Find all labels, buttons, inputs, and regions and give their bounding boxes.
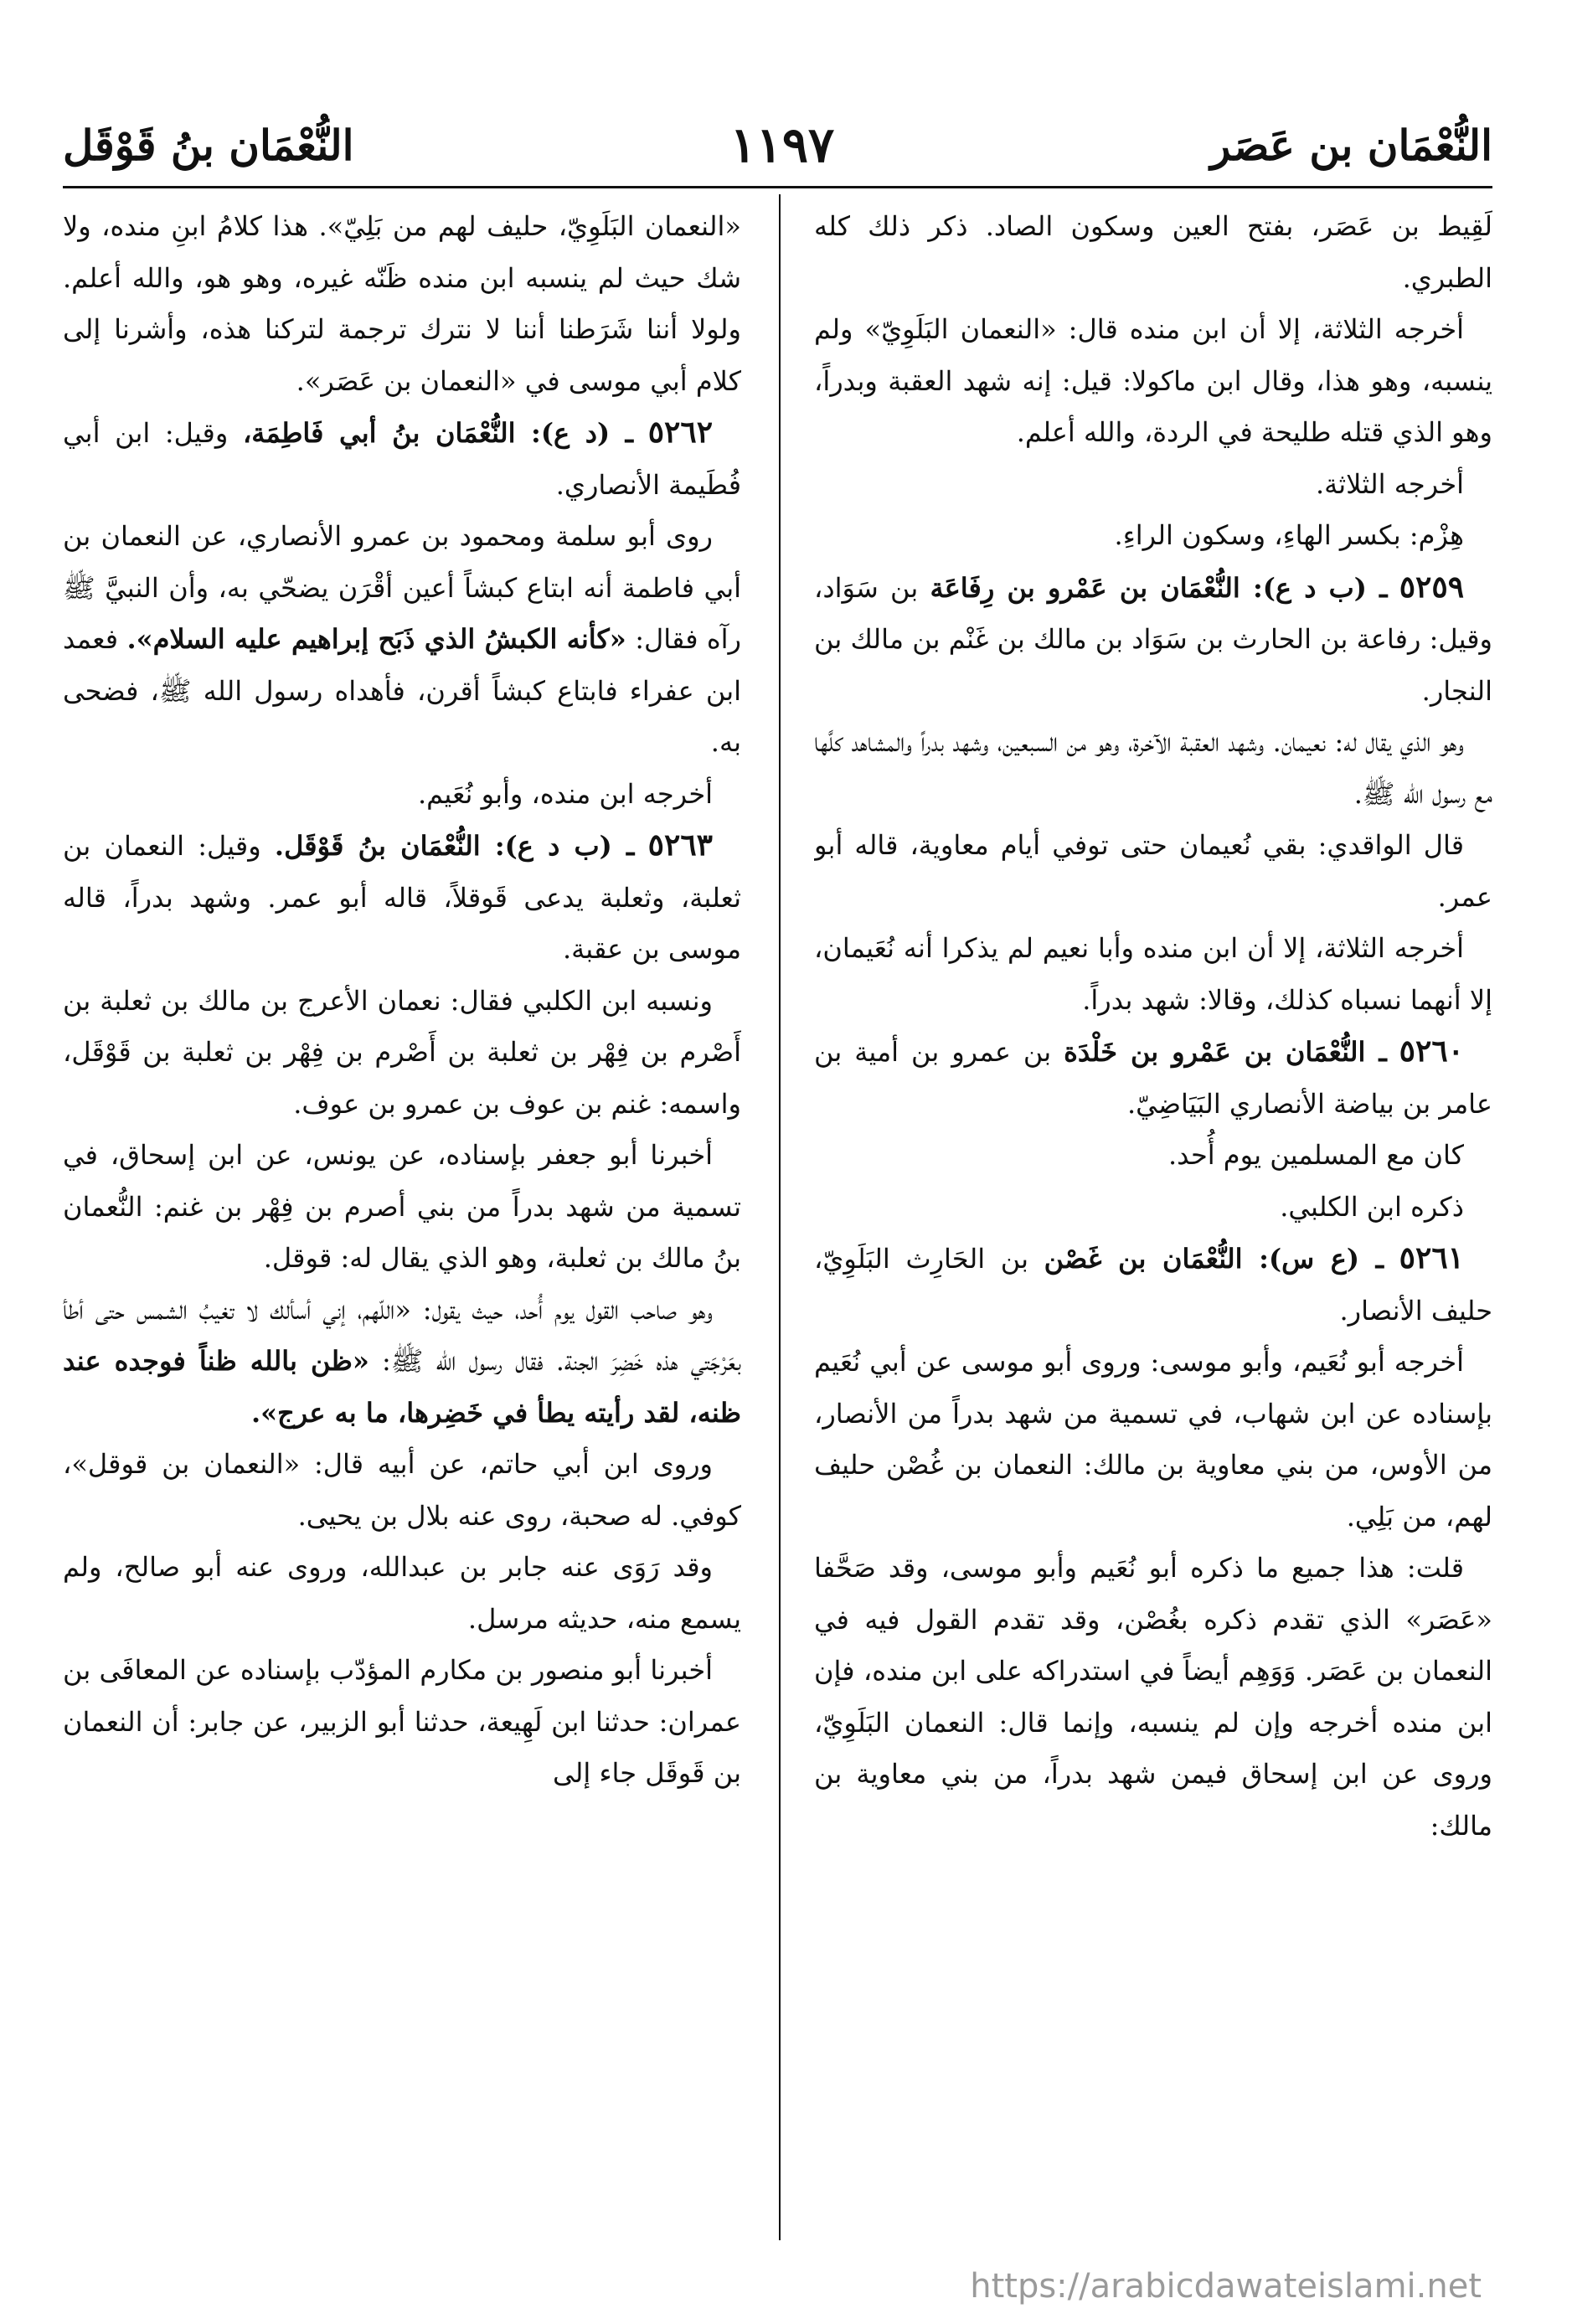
paragraph-text: أخرجه الثلاثة، إلا أن ابن منده قال: «النعمان البَلَوِيّ» ولم ينسبه، وهو هذا، وقال ابن ماكولا: قيل: إنه شهد العقبة وبدراً، وهو الذي قتله طليحة في الردة، والله أعلم. <box>814 313 1492 448</box>
page-header <box>63 107 1492 183</box>
paragraph <box>63 511 741 769</box>
paragraph-text: أخرجه ابن منده، وأبو نُعَيم. <box>417 777 713 810</box>
paragraph-text: أخبرنا أبو جعفر بإسناده، عن يونس، عن ابن إسحاق، في تسمية من شهد بدراً من بني أصرم بن فِهْر بن غنم: النُّعمان بنُ مالك بن ثعلبة، وهو الذي يقال له: قوقل. <box>63 1139 741 1274</box>
entry-number: ٥٢٦٣ <box>647 827 714 863</box>
header-rule <box>63 186 1492 188</box>
paragraph <box>63 1645 741 1800</box>
paragraph <box>814 1182 1492 1234</box>
column-divider <box>779 194 781 2240</box>
entry-heading: ـ النُّعْمَان بن عَمْرو بن خَلْدَة <box>1064 1036 1387 1068</box>
paragraph <box>814 820 1492 923</box>
entry-text: وقيل: النعمان بن ثعلبة، وثعلبة يدعى قَوقلاً، قاله أبو عمر. وشهد بدراً، قاله موسى بن عقبة. <box>63 830 741 965</box>
entry-heading: ـ (ب د ع): النُّعْمَان بن عَمْرو بن رِفَاعَة <box>930 571 1388 604</box>
paragraph <box>63 1439 741 1542</box>
paragraph <box>814 459 1492 511</box>
entry-number: ٥٢٦٢ <box>647 415 714 450</box>
biography-entry <box>814 1233 1492 1337</box>
paragraph-text: قلت: هذا جميع ما ذكره أبو نُعَيم وأبو موسى، وقد صَحَّفا «عَصَر» الذي تقدم ذكره بغُصْن، وقد تقدم القول فيه في النعمان بن عَصَر. وَوَهِم أيضاً في استدراكه على ابن منده، فإن ابن منده أخرجه وإن لم ينسبه، وإنما قال: النعمان البَلَوِيّ، وروى عن ابن إسحاق فيمن شهد بدراً، من بني معاوية بن مالك: <box>814 1552 1492 1842</box>
entry-text: بن سَوَاد، وقيل: رفاعة بن الحارث بن سَوَاد بن مالك بن غَنْم بن مالك بن النجار. <box>814 571 1492 707</box>
paragraph-text: وقد رَوَى عنه جابر بن عبدالله، وروى عنه أبو صالح، ولم يسمع منه، حديثه مرسل. <box>63 1551 741 1635</box>
paragraph-text: وهو الذي يقال له: نعيمان. وشهد العقبة الآخرة، وهو من السبعين، وشهد بدراً والمشاهد كلَّها مع رسول الله ﷺ. <box>814 726 1492 810</box>
page-number: ١١٩٧ <box>729 116 835 173</box>
entry-text: بن الحَارِث البَلَوِيّ، حليف الأنصار. <box>814 1243 1492 1327</box>
biography-entry <box>814 562 1492 718</box>
biography-entry <box>63 820 741 976</box>
hadith-quote: «كأنه الكبشُ الذي ذَبَح إبراهيم عليه السلام». <box>126 623 626 655</box>
paragraph <box>814 304 1492 459</box>
paragraph-text: ذكره ابن الكلبي. <box>1280 1190 1464 1223</box>
entry-number: ٥٢٥٩ <box>1399 569 1465 605</box>
entry-number: ٥٢٦٠ <box>1399 1033 1465 1069</box>
paragraph <box>814 1130 1492 1182</box>
paragraph-text: هِزْم: بكسر الهاءِ، وسكون الراءِ. <box>1114 519 1464 551</box>
entry-text: بن عمرو بن أمية بن عامر بن بياضة الأنصاري البَيَاضِيّ. <box>814 1036 1492 1120</box>
paragraph <box>814 1337 1492 1543</box>
paragraph-text: كان مع المسلمين يوم أُحد. <box>1167 1139 1464 1171</box>
paragraph-text: لَقِيط بن عَصَر، بفتح العين وسكون الصاد. ذكر ذلك كله الطبري. <box>814 210 1492 294</box>
paragraph <box>814 510 1492 562</box>
entry-heading: ـ (ع س): النُّعْمَان بن غَصْن <box>1044 1243 1384 1275</box>
paragraph <box>814 201 1492 304</box>
paragraph <box>63 201 741 407</box>
paragraph-text: وروى ابن أبي حاتم، عن أبيه قال: «النعمان بن قوقل»، كوفي. له صحبة، روى عنه بلال بن يحيى. <box>63 1448 741 1532</box>
paragraph <box>63 1542 741 1645</box>
paragraph-text: روى أبو سلمة ومحمود بن عمرو الأنصاري، عن النعمان بن أبي فاطمة أنه ابتاع كبشاً أعين أقْرَن يضحّي به، وأن النبيَّ ﷺ رآه فقال: <box>63 520 741 655</box>
watermark-url: https://arabicdawateislami.net <box>970 2267 1482 2306</box>
entry-heading: ـ (د ع): النُّعْمَان بنُ أبي فَاطِمَة، <box>242 417 634 449</box>
paragraph-text: أخبرنا أبو منصور بن مكارم المؤدّب بإسناده عن المعافَى بن عمران: حدثنا ابن لَهِيعة، حدثنا أبو الزبير، عن جابر: أن النعمان بن قَوقَل جاء إلى <box>63 1654 741 1789</box>
hadith-quote: «ظن بالله ظناً فوجده عند ظنه، لقد رأيته يطأ في خَضِرها، ما به عرج». <box>63 1345 741 1429</box>
paragraph <box>63 1130 741 1285</box>
paragraph-text: أخرجه الثلاثة. <box>1315 467 1464 500</box>
running-title-left: النُّعْمَان بنُ قَوْقَل <box>63 120 354 170</box>
paragraph-text: أخرجه الثلاثة، إلا أن ابن منده وأبا نعيم لم يذكرا أنه نُعَيمان، إلا أنهما نسباه كذلك، وقالا: شهد بدراً. <box>814 932 1492 1016</box>
entry-number: ٥٢٦١ <box>1399 1240 1464 1275</box>
entry-text: وقيل: ابن أبي فُطَيمة الأنصاري. <box>63 417 741 501</box>
paragraph <box>814 923 1492 1026</box>
paragraph-text: ونسبه ابن الكلبي فقال: نعمان الأعرج بن مالك بن ثعلبة بن أَصْرم بن فِهْر بن ثعلبة بن أَصْرم بن فِهْر بن ثعلبة بن قَوْقَل، واسمه: غنم بن عوف بن عمرو بن عوف. <box>63 984 741 1120</box>
paragraph <box>814 717 1492 820</box>
biography-entry <box>814 1026 1492 1130</box>
running-title-right: النُّعْمَان بن عَصَر <box>1210 120 1492 170</box>
entry-heading: ـ (ب د ع): النُّعْمَان بنُ قَوْقَل. <box>274 830 635 862</box>
left-column <box>63 201 741 2244</box>
biography-entry <box>63 407 741 511</box>
paragraph-text: وهو صاحب القول يوم أُحد، حيث يقول: «اللّهم، إني أسألك لا تغيبُ الشمس حتى أطأ بعَرْجَتي هذه خَضِرَ الجنة. فقال رسول الله ﷺ: <box>63 1293 741 1377</box>
right-column <box>814 201 1492 2244</box>
paragraph-text: قال الواقدي: بقي نُعيمان حتى توفي أيام معاوية، قاله أبو عمر. <box>814 829 1492 913</box>
paragraph-text-after: فعمد ابن عفراء فابتاع كبشاً أقرن، فأهداه رسول الله ﷺ، فضحى به. <box>63 623 741 758</box>
paragraph-text: «النعمان البَلَوِيّ، حليف لهم من بَلِيّ». هذا كلامُ ابنِ منده، ولا شك حيث لم ينسبه ابن منده ظَنّه غيره، وهو هو، والله أعلم. ولولا أننا شَرَطنا أننا لا نترك ترجمة لتركنا هذه، وأشرنا إلى كلام أبي موسى في «النعمان بن عَصَر». <box>63 210 741 397</box>
paragraph-text: أخرجه أبو نُعَيم، وأبو موسى: وروى أبو موسى عن أبي نُعَيم بإسناده عن ابن شهاب، في تسمية من شهد بدراً من الأنصار، من الأوس، من بني معاوية بن مالك: النعمان بن غُصْن حليف لهم، من بَلِي. <box>814 1346 1492 1533</box>
paragraph <box>63 976 741 1131</box>
paragraph <box>63 1285 741 1440</box>
paragraph <box>63 769 741 821</box>
paragraph <box>814 1543 1492 1852</box>
